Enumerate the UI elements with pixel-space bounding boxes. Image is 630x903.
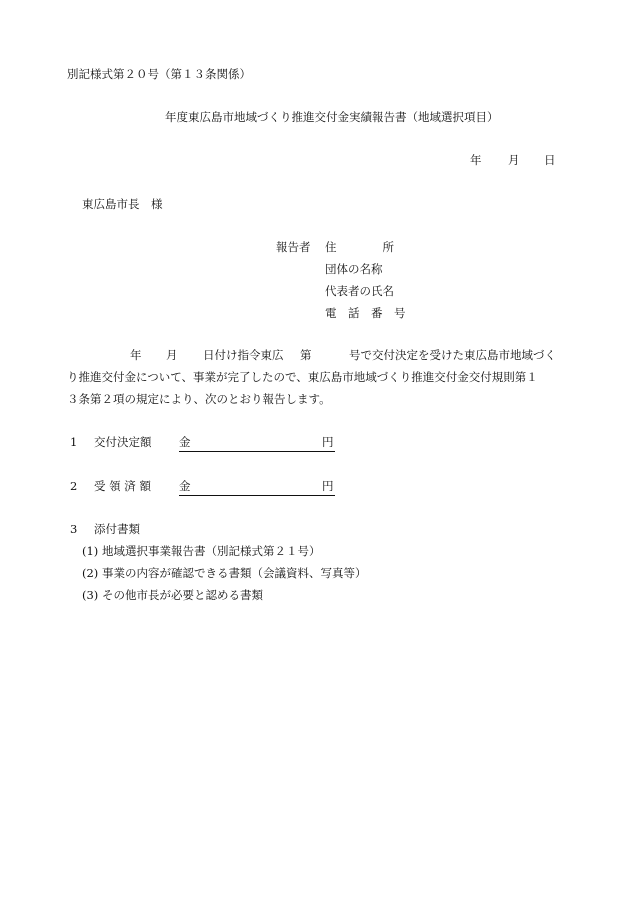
item-2-suffix: 円: [322, 479, 334, 493]
date-month: 月: [508, 153, 520, 167]
item-1-amount-underline: [179, 451, 335, 452]
attachment-item-3: (3) その他市長が必要と認める書類: [82, 588, 263, 602]
reporter-organization-label: 団体の名称: [325, 262, 383, 276]
body-day-reference: 日付け指令東広: [203, 348, 284, 362]
attachment-item-2: (2) 事業の内容が確認できる書類（会議資料、写真等）: [82, 566, 367, 580]
date-year: 年: [470, 153, 482, 167]
item-2-prefix: 金: [179, 479, 191, 493]
body-year: 年: [130, 348, 142, 362]
attachments-number: 3: [70, 522, 78, 536]
attachment-item-1: (1) 地域選択事業報告書（別記様式第２１号）: [82, 544, 321, 558]
body-line1-rest: 号で交付決定を受けた東広島市地域づく: [349, 348, 556, 362]
reporter-address-label: 住 所: [325, 240, 394, 254]
body-month: 月: [166, 348, 178, 362]
item-2-amount-underline: [179, 495, 335, 496]
item-2-number: 2: [70, 479, 78, 493]
body-line2: り推進交付金について、事業が完了したので、東広島市地域づくり推進交付金交付規則第１: [67, 370, 538, 384]
item-1-number: 1: [70, 435, 78, 449]
item-1-suffix: 円: [322, 435, 334, 449]
attachments-heading: 添付書類: [94, 522, 140, 536]
form-number: 別記様式第２０号（第１３条関係）: [67, 67, 251, 81]
reporter-representative-label: 代表者の氏名: [325, 284, 394, 298]
date-day: 日: [544, 153, 556, 167]
reporter-heading: 報告者: [276, 240, 311, 254]
body-number-prefix: 第: [300, 348, 312, 362]
addressee: 東広島市長 様: [82, 197, 163, 211]
item-1-label: 交付決定額: [94, 435, 152, 449]
item-2-label: 受 領 済 額: [94, 479, 151, 493]
document-title: 年度東広島市地域づくり推進交付金実績報告書（地域選択項目）: [165, 110, 499, 124]
reporter-phone-label: 電 話 番 号: [325, 306, 406, 320]
item-1-prefix: 金: [179, 435, 191, 449]
body-line3: ３条第２項の規定により、次のとおり報告します。: [67, 392, 331, 406]
